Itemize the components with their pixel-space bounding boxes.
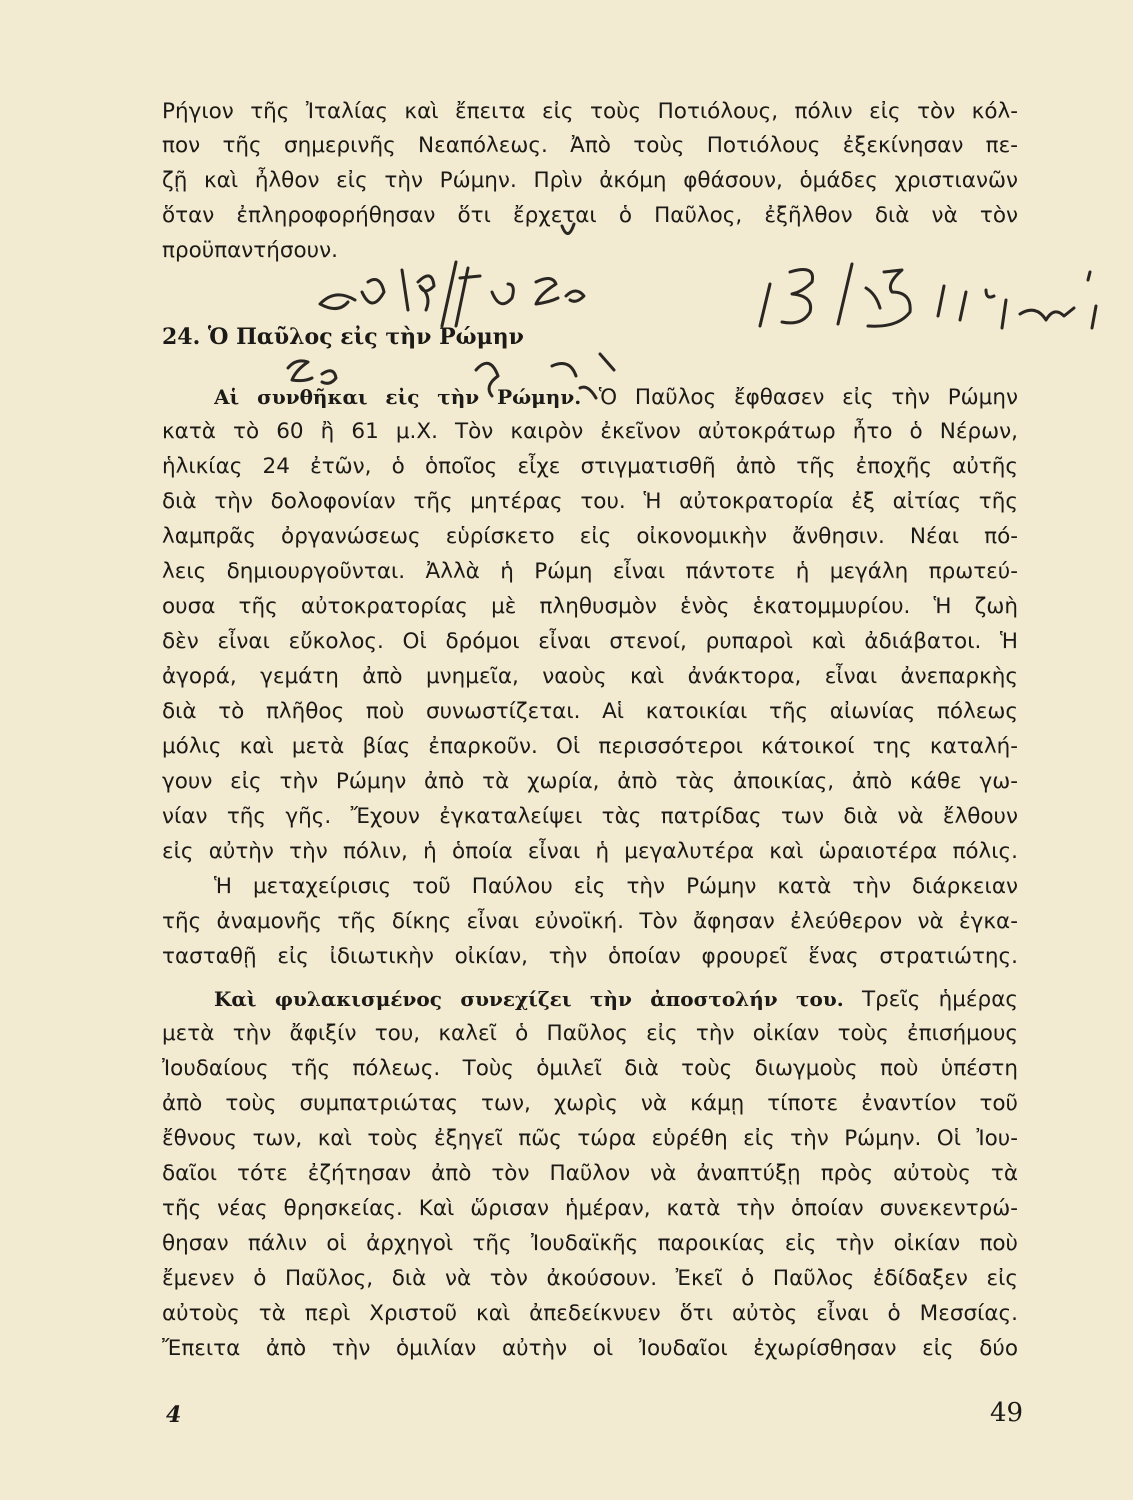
text-line: προϋπαντήσουν. bbox=[162, 238, 338, 263]
text-line: ὅταν ἐπληροφορήθησαν ὅτι ἔρχεται ὁ Παῦλος, ἐξῆλθον διὰ νὰ τὸν bbox=[162, 203, 1018, 228]
text-run: Ὁ Παῦλος ἔφθασεν εἰς τὴν Ρώμην bbox=[581, 385, 1018, 410]
text-line: δαῖοι τότε ἐζήτησαν ἀπὸ τὸν Παῦλον νὰ ἀναπτύξῃ πρὸς αὐτοὺς τὰ bbox=[162, 1161, 1018, 1186]
runin-heading: Αἱ συνθῆκαι εἰς τὴν Ρώμην. bbox=[214, 385, 582, 409]
text-line: θησαν πάλιν οἱ ἀρχηγοὶ τῆς Ἰουδαϊκῆς παροικίας εἰς τὴν οἰκίαν ποὺ bbox=[162, 1231, 1018, 1256]
text-line: Ρήγιον τῆς Ἰταλίας καὶ ἔπειτα εἰς τοὺς Ποτιόλους, πόλιν εἰς τὸν κόλ- bbox=[162, 99, 1018, 124]
text-line: πον τῆς σημερινῆς Νεαπόλεως. Ἀπὸ τοὺς Ποτιόλους ἐξεκίνησαν πε- bbox=[162, 133, 1018, 158]
text-line: Ἡ μεταχείρισις τοῦ Παύλου εἰς τὴν Ρώμην κατὰ τὴν διάρκειαν bbox=[214, 874, 1018, 899]
text-line: ἡλικίας 24 ἐτῶν, ὁ ὁποῖος εἶχε στιγματισθῆ ἀπὸ τῆς ἐποχῆς αὐτῆς bbox=[162, 454, 1018, 479]
text-line-first bbox=[214, 383, 1018, 413]
text-line: τῆς ἀναμονῆς τῆς δίκης εἶναι εὐνοϊκή. Τὸν ἄφησαν ἐλεύθερον νὰ ἐγκα- bbox=[162, 909, 1018, 934]
runin-heading: Καὶ φυλακισμένος συνεχίζει τὴν ἀποστολήν του. bbox=[214, 987, 844, 1011]
text-line: διὰ τὴν δολοφονίαν τῆς μητέρας του. Ἡ αὐτοκρατορία ἐξ αἰτίας τῆς bbox=[162, 489, 1018, 514]
text-line-first bbox=[214, 985, 1018, 1015]
text-line: Ἔπειτα ἀπὸ τὴν ὁμιλίαν αὐτὴν οἱ Ἰουδαῖοι ἐχωρίσθησαν εἰς δύο bbox=[162, 1336, 1018, 1361]
section-heading: 24. Ὁ Παῦλος εἰς τὴν Ρώμην bbox=[162, 324, 524, 350]
text-line: ἔμενεν ὁ Παῦλος, διὰ νὰ τὸν ἀκούσουν. Ἐκεῖ ὁ Παῦλος ἐδίδαξεν εἰς bbox=[162, 1266, 1018, 1291]
text-line: ζῇ καὶ ἦλθον εἰς τὴν Ρώμην. Πρὶν ἀκόμη φθάσουν, ὁμάδες χριστιανῶν bbox=[162, 168, 1018, 193]
text-line: μόλις καὶ μετὰ βίας ἐπαρκοῦν. Οἱ περισσότεροι κάτοικοί της καταλή- bbox=[162, 734, 1018, 759]
text-line: ουσα τῆς αὐτοκρατορίας μὲ πληθυσμὸν ἑνὸς ἑκατομμυρίου. Ἡ ζωὴ bbox=[162, 594, 1018, 619]
text-line: κατὰ τὸ 60 ἢ 61 μ.Χ. Τὸν καιρὸν ἐκεῖνον αὐτοκράτωρ ἦτο ὁ Νέρων, bbox=[162, 419, 1018, 444]
text-line: αὐτοὺς τὰ περὶ Χριστοῦ καὶ ἀπεδείκνυεν ὅτι αὐτὸς εἶναι ὁ Μεσσίας. bbox=[162, 1301, 1018, 1326]
text-line: δὲν εἶναι εὔκολος. Οἱ δρόμοι εἶναι στενοί, ρυπαροὶ καὶ ἀδιάβατοι. Ἡ bbox=[162, 629, 1018, 654]
page-number: 49 bbox=[990, 1398, 1024, 1428]
text-line: ἀπὸ τοὺς συμπατριώτας των, χωρὶς νὰ κάμῃ τίποτε ἐναντίον τοῦ bbox=[162, 1091, 1018, 1116]
text-line: γουν εἰς τὴν Ρώμην ἀπὸ τὰ χωρία, ἀπὸ τὰς ἀποικίας, ἀπὸ κάθε γω- bbox=[162, 769, 1018, 794]
text-line: νίαν τῆς γῆς. Ἔχουν ἐγκαταλείψει τὰς πατρίδας των διὰ νὰ ἔλθουν bbox=[162, 804, 1018, 829]
text-line: εἰς αὐτὴν τὴν πόλιν, ἡ ὁποία εἶναι ἡ μεγαλυτέρα καὶ ὡραιοτέρα πόλις. bbox=[162, 839, 1018, 864]
text-line: ἀγορά, γεμάτη ἀπὸ μνημεῖα, ναοὺς καὶ ἀνάκτορα, εἶναι ἀνεπαρκὴς bbox=[162, 664, 1018, 689]
text-line: Ἰουδαίους τῆς πόλεως. Τοὺς ὁμιλεῖ διὰ τοὺς διωγμοὺς ποὺ ὑπέστη bbox=[162, 1056, 1018, 1081]
text-line: τασταθῇ εἰς ἰδιωτικὴν οἰκίαν, τὴν ὁποίαν φρουρεῖ ἕνας στρατιώτης. bbox=[162, 944, 1018, 969]
text-line: ἔθνους των, καὶ τοὺς ἐξηγεῖ πῶς τώρα εὑρέθη εἰς τὴν Ρώμην. Οἱ Ἰου- bbox=[162, 1126, 1018, 1151]
text-line: λαμπρᾶς ὀργανώσεως εὑρίσκετο εἰς οἰκονομικὴν ἄνθησιν. Νέαι πό- bbox=[162, 524, 1018, 549]
text-line: μετὰ τὴν ἄφιξίν του, καλεῖ ὁ Παῦλος εἰς τὴν οἰκίαν τοὺς ἐπισήμους bbox=[162, 1021, 1018, 1046]
text-line: διὰ τὸ πλῆθος ποὺ συνωστίζεται. Αἱ κατοικίαι τῆς αἰωνίας πόλεως bbox=[162, 699, 1018, 724]
text-line: λεις δημιουργοῦνται. Ἀλλὰ ἡ Ρώμη εἶναι πάντοτε ἡ μεγάλη πρωτεύ- bbox=[162, 559, 1018, 584]
signature-mark: 4 bbox=[166, 1402, 182, 1428]
text-run: Τρεῖς ἡμέρας bbox=[843, 987, 1018, 1012]
text-line: τῆς νέας θρησκείας. Καὶ ὥρισαν ἡμέραν, κατὰ τὴν ὁποίαν συνεκεντρώ- bbox=[162, 1196, 1018, 1221]
